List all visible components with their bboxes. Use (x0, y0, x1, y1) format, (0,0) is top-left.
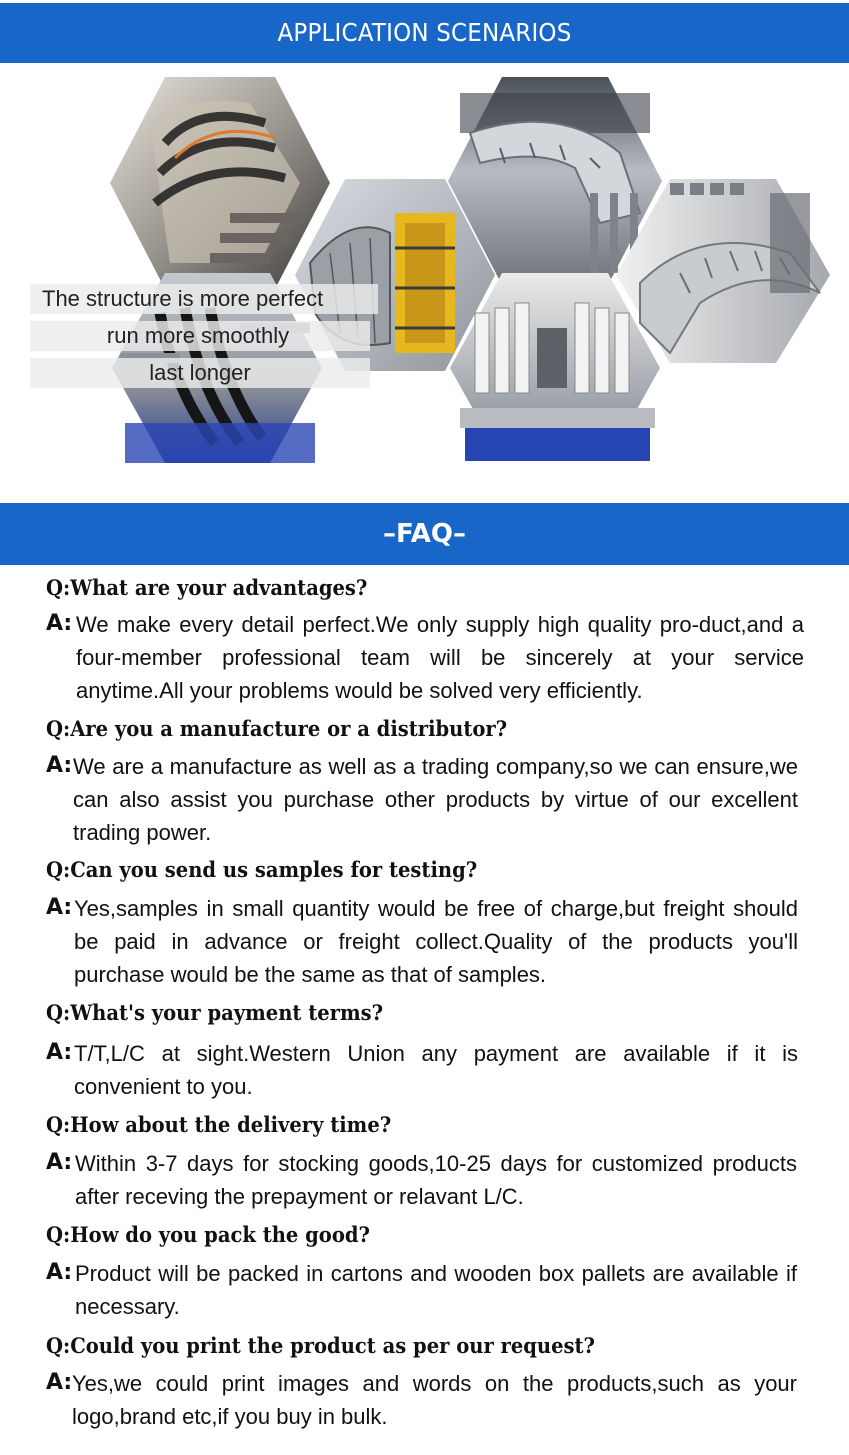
application-scenarios-banner (0, 0, 849, 63)
faq-answer-5: Within 3-7 days for stocking goods,10-25 days for customized products after receving the prepayment or relavant L/C. (75, 1151, 797, 1209)
faq-question-4: Q:What's your payment terms? (46, 1000, 384, 1025)
faq-answer-label-7: A: (46, 1370, 73, 1395)
faq-banner (0, 503, 849, 565)
banner-title: APPLICATION SCENARIOS (277, 18, 572, 47)
faq-question-2: Q:Are you a manufacture or a distributor? (46, 716, 508, 741)
tagline-structure: The structure is more perfect (30, 284, 378, 314)
faq-answer-3: Yes,samples in small quantity would be free of charge,but freight should be paid in advance or freight collect.Quality of the products you'll purchase would be the same as that of samples. (74, 896, 798, 987)
faq-question-7: Q:Could you print the product as per our request? (46, 1333, 596, 1358)
faq-title: –FAQ– (382, 519, 466, 549)
hexagon-photo-6 (450, 273, 660, 461)
faq-answer-1: We make every detail perfect.We only supply high quality pro-duct,and a four-member professional team will be sincerely at your service anytime.All your problems would be solved very efficiently. (76, 612, 804, 703)
faq-answer-2: We are a manufacture as well as a trading company,so we can ensure,we can also assist you purchase other products by virtue of our excellent trading power. (73, 754, 798, 845)
faq-answer-7: Yes,we could print images and words on the products,such as your logo,brand etc,if you buy in bulk. (72, 1371, 797, 1429)
faq-answer-label-2: A: (46, 753, 73, 778)
hexagon-photo-collage (0, 63, 849, 503)
faq-answer-label-6: A: (46, 1260, 73, 1285)
faq-question-6: Q:How do you pack the good? (46, 1222, 370, 1247)
faq-question-3: Q:Can you send us samples for testing? (46, 857, 478, 882)
faq-answer-4: T/T,L/C at sight.Western Union any payment are available if it is convenient to you. (74, 1041, 798, 1099)
faq-answer-6: Product will be packed in cartons and wooden box pallets are available if necessary. (75, 1261, 797, 1319)
tagline-smoothly: run more smoothly (30, 321, 370, 351)
faq-answer-label-3: A: (46, 895, 73, 920)
faq-question-1: Q:What are your advantages? (46, 575, 368, 600)
faq-answer-label-5: A: (46, 1150, 73, 1175)
application-scenarios-collage (0, 63, 849, 503)
faq-question-5: Q:How about the delivery time? (46, 1112, 392, 1137)
faq-answer-label-4: A: (46, 1040, 73, 1065)
faq-answer-label-1: A: (46, 611, 73, 636)
hexagon-photo-1 (110, 77, 330, 289)
tagline-longer: last longer (30, 358, 370, 388)
